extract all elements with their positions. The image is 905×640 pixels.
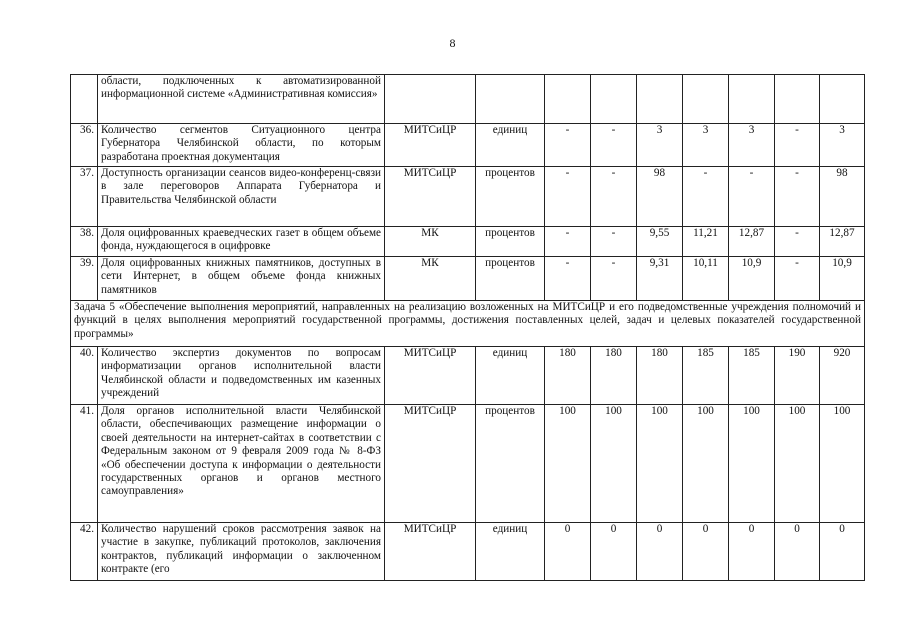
row-number: 36.: [71, 124, 98, 167]
value-cell: -: [775, 167, 820, 227]
total-cell: 12,87: [820, 227, 865, 257]
value-cell: [637, 75, 683, 124]
value-cell: 12,87: [729, 227, 775, 257]
value-cell: 100: [637, 405, 683, 523]
value-cell: 185: [729, 347, 775, 405]
total-cell: [820, 75, 865, 124]
value-cell: 180: [591, 347, 637, 405]
value-cell: -: [591, 257, 637, 301]
value-cell: -: [775, 257, 820, 301]
table-row: [71, 523, 865, 581]
total-cell: 3: [820, 124, 865, 167]
value-cell: [683, 75, 729, 124]
unit-cell: процентов: [476, 405, 545, 523]
indicator-description: Доля оцифрованных книжных памятников, доступных в сети Интернет, в общем объеме фонда книжных памятников: [98, 257, 385, 301]
value-cell: -: [775, 227, 820, 257]
value-cell: 100: [591, 405, 637, 523]
table-row: [71, 75, 865, 124]
value-cell: 185: [683, 347, 729, 405]
value-cell: 0: [545, 523, 591, 581]
value-cell: -: [591, 227, 637, 257]
value-cell: 180: [545, 347, 591, 405]
value-cell: -: [683, 167, 729, 227]
task-5-title: Задача 5 «Обеспечение выполнения мероприятий, направленных на реализацию возложенных на МИТСиЦР и его подведомственные учреждения полномочий и функций в целях выполнения мероприятий государственной программы, достижения поставленных целей, задач и целевых показателей государственной программы»: [71, 301, 865, 347]
value-cell: 10,9: [729, 257, 775, 301]
value-cell: 100: [775, 405, 820, 523]
executor-cell: МК: [385, 227, 476, 257]
indicator-description: Доля оцифрованных краеведческих газет в общем объеме фонда, нуждающегося в оцифровке: [98, 227, 385, 257]
total-cell: 920: [820, 347, 865, 405]
executor-cell: МИТСиЦР: [385, 347, 476, 405]
value-cell: [775, 75, 820, 124]
table-row: [71, 167, 865, 227]
value-cell: 0: [591, 523, 637, 581]
indicator-description: Количество экспертиз документов по вопросам информатизации органов исполнительной власти Челябинской области и подведомственных им казенных учреждений: [98, 347, 385, 405]
page-number: 8: [449, 36, 456, 50]
value-cell: 0: [683, 523, 729, 581]
total-cell: 100: [820, 405, 865, 523]
table-row: [71, 124, 865, 167]
indicator-description: Доля органов исполнительной власти Челябинской области, обеспечивающих размещение информации о своей деятельности на интернет-сайтах в соответствии с Федеральным законом от 9 февраля 2009 года № 8-ФЗ «Об обеспечении доступа к информации о деятельности государственных органов и органов местного самоуправления»: [98, 405, 385, 523]
value-cell: 190: [775, 347, 820, 405]
value-cell: -: [591, 124, 637, 167]
row-number: 37.: [71, 167, 98, 227]
row-number: 41.: [71, 405, 98, 523]
task-header-row: [71, 301, 865, 347]
value-cell: 3: [683, 124, 729, 167]
unit-cell: процентов: [476, 167, 545, 227]
indicator-description: Количество нарушений сроков рассмотрения заявок на участие в закупке, публикаций протоколов, заключения контрактов, публикаций информации о заключенном контракте (его: [98, 523, 385, 581]
row-number: 40.: [71, 347, 98, 405]
value-cell: 100: [545, 405, 591, 523]
value-cell: [591, 75, 637, 124]
value-cell: -: [545, 257, 591, 301]
value-cell: -: [545, 124, 591, 167]
executor-cell: МИТСиЦР: [385, 167, 476, 227]
value-cell: 180: [637, 347, 683, 405]
total-cell: 98: [820, 167, 865, 227]
indicators-table: [70, 74, 865, 581]
executor-cell: МИТСиЦР: [385, 405, 476, 523]
value-cell: 11,21: [683, 227, 729, 257]
value-cell: [729, 75, 775, 124]
total-cell: 0: [820, 523, 865, 581]
row-number: 39.: [71, 257, 98, 301]
unit-cell: процентов: [476, 257, 545, 301]
value-cell: 9,31: [637, 257, 683, 301]
unit-cell: единиц: [476, 124, 545, 167]
indicator-description: области, подключенных к автоматизированной информационной системе «Административная комиссия»: [98, 75, 385, 124]
executor-cell: МИТСиЦР: [385, 124, 476, 167]
value-cell: -: [545, 227, 591, 257]
value-cell: 100: [729, 405, 775, 523]
indicator-description: Доступность организации сеансов видео-конференц-связи в зале переговоров Аппарата Губернатора и Правительства Челябинской области: [98, 167, 385, 227]
row-number: 38.: [71, 227, 98, 257]
value-cell: [545, 75, 591, 124]
indicator-description: Количество сегментов Ситуационного центра Губернатора Челябинской области, по которым разработана проектная документация: [98, 124, 385, 167]
executor-cell: [385, 75, 476, 124]
total-cell: 10,9: [820, 257, 865, 301]
value-cell: 0: [637, 523, 683, 581]
value-cell: -: [545, 167, 591, 227]
value-cell: 3: [637, 124, 683, 167]
table-row: [71, 227, 865, 257]
value-cell: 9,55: [637, 227, 683, 257]
value-cell: 3: [729, 124, 775, 167]
table-row: [71, 257, 865, 301]
row-number: [71, 75, 98, 124]
executor-cell: МК: [385, 257, 476, 301]
row-number: 42.: [71, 523, 98, 581]
executor-cell: МИТСиЦР: [385, 523, 476, 581]
value-cell: 100: [683, 405, 729, 523]
value-cell: -: [729, 167, 775, 227]
value-cell: 98: [637, 167, 683, 227]
unit-cell: единиц: [476, 347, 545, 405]
value-cell: 0: [775, 523, 820, 581]
value-cell: 10,11: [683, 257, 729, 301]
value-cell: 0: [729, 523, 775, 581]
unit-cell: процентов: [476, 227, 545, 257]
table-row: [71, 347, 865, 405]
table-row: [71, 405, 865, 523]
value-cell: -: [591, 167, 637, 227]
value-cell: -: [775, 124, 820, 167]
unit-cell: единиц: [476, 523, 545, 581]
unit-cell: [476, 75, 545, 124]
